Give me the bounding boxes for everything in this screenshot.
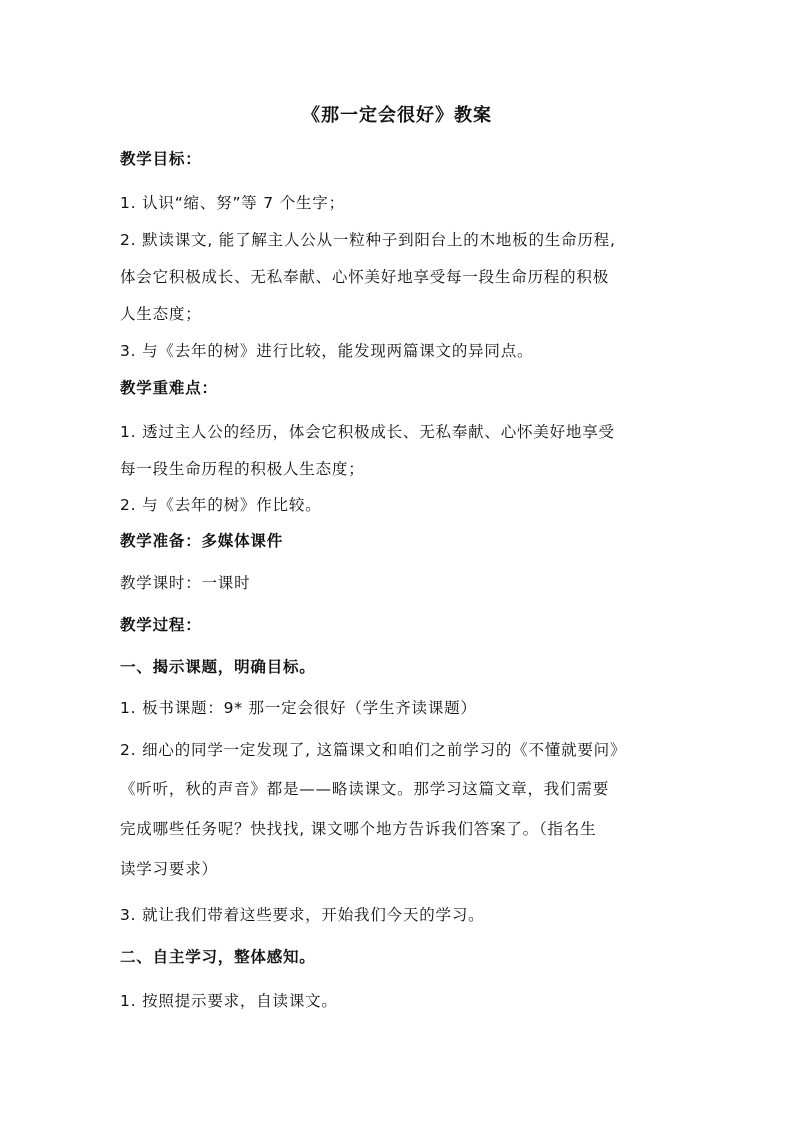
key-point-2: 2. 与《去年的树》作比较。: [120, 496, 322, 514]
goal-item-3: 3. 与《去年的树》进行比较，能发现两篇课文的异同点。: [120, 342, 534, 360]
teaching-hours: [120, 572, 680, 594]
goals-heading: 教学目标：: [120, 150, 202, 168]
goal-item-2-line-3: 人生态度；: [120, 305, 202, 323]
key-point-1-line-2: 每一段生命历程的积极人生态度；: [120, 460, 365, 478]
part-2-heading: 二、自主学习，整体感知。: [120, 948, 316, 966]
part-1-item-2-line-2: 《听听，秋的声音》都是——略读课文。那学习这篇文章，我们需要: [120, 780, 610, 798]
part-1-item-3: 3. 就让我们带着这些要求，开始我们今天的学习。: [120, 906, 485, 924]
document-title: 《那一定会很好》教案: [302, 105, 492, 126]
goal-item-1: 1. 认识“缩、努”等 7 个生字；: [120, 194, 345, 212]
part-1-heading: 一、揭示课题，明确目标。: [120, 658, 316, 676]
part-2-item-1: 1. 按照提示要求，自读课文。: [120, 992, 338, 1010]
key-points-heading: 教学重难点：: [120, 379, 218, 397]
part-1-item-1: 1. 板书课题：9* 那一定会很好（学生齐读课题）: [120, 699, 477, 717]
teaching-preparation-text: 教学准备：多媒体课件: [120, 532, 284, 550]
teaching-preparation: [120, 530, 680, 552]
goal-item-2-line-1: 2. 默读课文, 能了解主人公从一粒种子到阳台上的木地板的生命历程,: [120, 231, 616, 249]
part-1-item-2-line-4: 读学习要求）: [120, 860, 218, 878]
part-1-item-2-line-1: 2. 细心的同学一定发现了, 这篇课文和咱们之前学习的《不懂就要问》: [120, 741, 627, 759]
teaching-hours-text: 教学课时：一课时: [120, 574, 251, 592]
key-point-1-line-1: 1. 透过主人公的经历，体会它积极成长、无私奉献、心怀美好地享受: [120, 423, 615, 441]
process-heading: 教学过程：: [120, 616, 202, 634]
goal-item-2-line-2: 体会它积极成长、无私奉献、心怀美好地享受每一段生命历程的积极: [120, 268, 610, 286]
part-1-item-2-line-3: 完成哪些任务呢？快找找, 课文哪个地方告诉我们答案了。（指名生: [120, 820, 597, 838]
